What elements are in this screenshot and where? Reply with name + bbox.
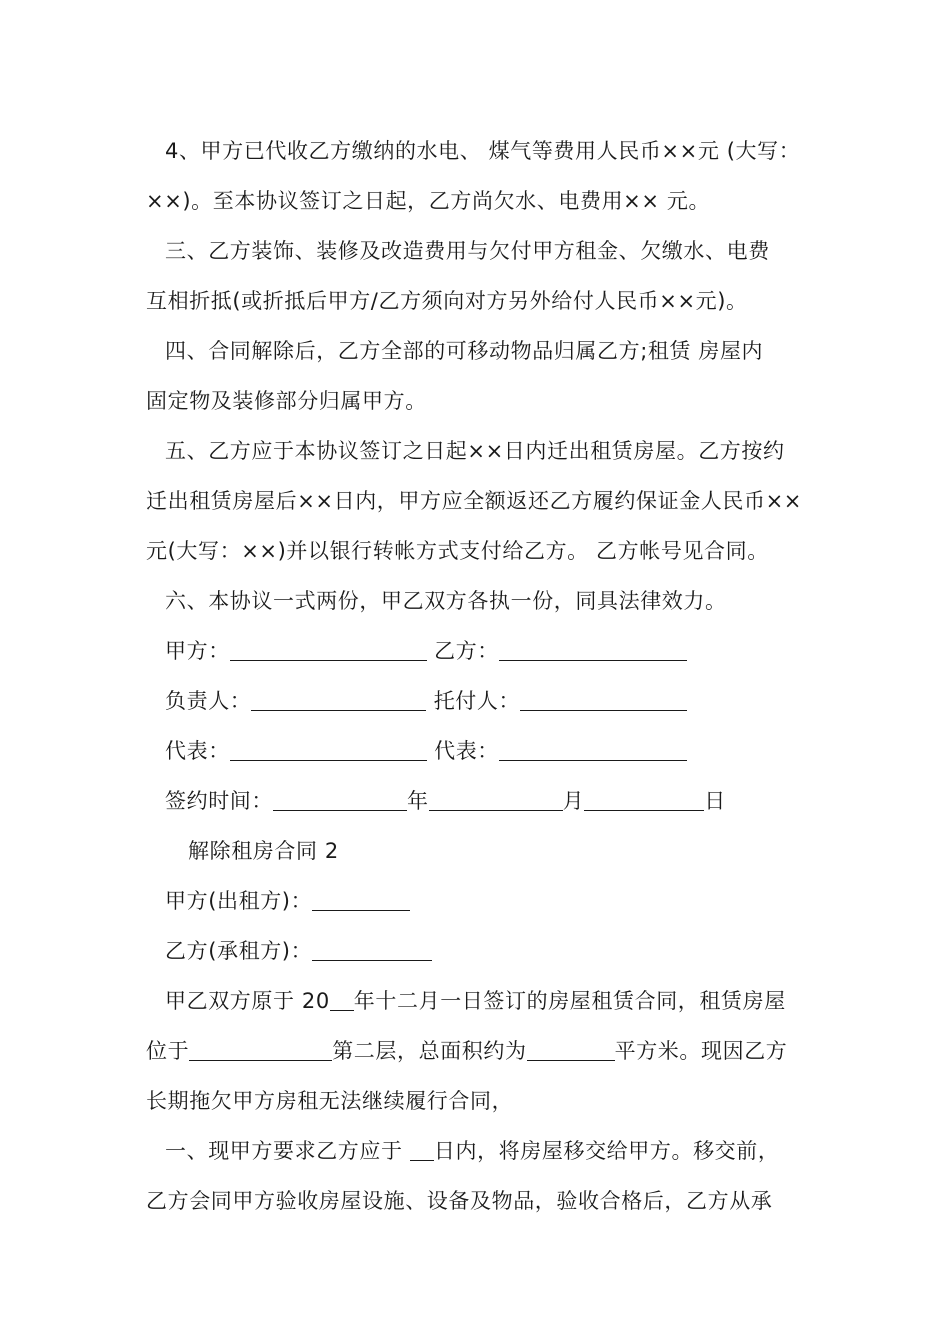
- paragraph-line: [146, 1036, 816, 1066]
- signature-date-row: [165, 786, 835, 816]
- p4-text-b: 日内，将房屋移交给甲方。移交前，: [433, 1139, 780, 1163]
- person-in-charge-label: 负责人：: [165, 689, 252, 713]
- rep-a-label: 代表：: [165, 739, 230, 763]
- signature-row-responsible: [165, 686, 835, 716]
- year-blank: [273, 792, 407, 811]
- paragraph-line: 固定物及装修部分归属甲方。: [146, 389, 427, 413]
- rep-a-blank: [230, 742, 427, 761]
- p1-text-a: 甲乙双方原于 20: [165, 989, 330, 1013]
- person-in-charge-blank: [251, 692, 426, 711]
- paragraph-line: 长期拖欠甲方房租无法继续履行合同，: [146, 1089, 514, 1113]
- month-label: 月: [562, 789, 585, 813]
- p2-text-a: 位于: [146, 1039, 190, 1063]
- lessor-row: [165, 886, 835, 916]
- lessee-row: [165, 936, 835, 966]
- area-blank: [527, 1042, 615, 1061]
- date-label: 签约时间：: [165, 789, 273, 813]
- day-blank: [584, 792, 704, 811]
- lessee-blank: [312, 942, 432, 961]
- year-label: 年: [407, 789, 429, 813]
- entrusted-label: 托付人：: [433, 689, 521, 713]
- lessee-label: 乙方(承租方)：: [165, 939, 313, 963]
- month-blank: [429, 792, 563, 811]
- lessor-label: 甲方(出租方)：: [165, 889, 313, 913]
- party-a-blank: [230, 642, 427, 661]
- entrusted-blank: [520, 692, 687, 711]
- p2-text-c: 平方米。现因乙方: [614, 1039, 788, 1063]
- paragraph-line: 六、本协议一式两份，甲乙双方各执一份，同具法律效力。: [165, 589, 727, 613]
- party-a-label: 甲方：: [165, 639, 230, 663]
- paragraph-line: 4、甲方已代收乙方缴纳的水电、 煤气等费用人民币××元 (大写：: [165, 139, 801, 163]
- paragraph-line: [165, 1136, 835, 1166]
- party-b-label: 乙方：: [434, 639, 499, 663]
- contract2-title: 解除租房合同 2: [188, 839, 339, 863]
- rep-b-blank: [499, 742, 687, 761]
- location-blank: [189, 1042, 332, 1061]
- paragraph-line: 乙方会同甲方验收房屋设施、设备及物品，验收合格后，乙方从承: [146, 1189, 773, 1213]
- rep-b-label: 代表：: [434, 739, 499, 763]
- paragraph-line: 元(大写：××)并以银行转帐方式支付给乙方。 乙方帐号见合同。: [146, 539, 769, 563]
- paragraph-line: 五、乙方应于本协议签订之日起××日内迁出租赁房屋。乙方按约: [165, 439, 785, 463]
- paragraph-line: 迁出租赁房屋后××日内，甲方应全额返还乙方履约保证金人民币××: [146, 489, 802, 513]
- p4-text-a: 一、现甲方要求乙方应于: [165, 1139, 410, 1163]
- signature-row-representatives: [165, 736, 835, 766]
- signature-row-parties: [165, 636, 835, 666]
- party-b-blank: [499, 642, 687, 661]
- paragraph-line: [165, 986, 835, 1016]
- year-suffix-blank: [330, 992, 354, 1011]
- p1-text-b: 年十二月一日签订的房屋租赁合同，租赁房屋: [353, 989, 786, 1013]
- paragraph-line: 互相折抵(或折抵后甲方/乙方须向对方另外给付人民币××元)。: [146, 289, 748, 313]
- days-blank: [410, 1142, 434, 1161]
- day-label: 日: [704, 789, 726, 813]
- paragraph-line: 三、乙方装饰、装修及改造费用与欠付甲方租金、欠缴水、电费: [165, 239, 770, 263]
- lessor-blank: [312, 892, 410, 911]
- paragraph-line: 四、合同解除后，乙方全部的可移动物品归属乙方;租赁 房屋内: [165, 339, 764, 363]
- p2-text-b: 第二层，总面积约为: [332, 1039, 527, 1063]
- paragraph-line: ××)。至本协议签订之日起，乙方尚欠水、电费用×× 元。: [146, 189, 711, 213]
